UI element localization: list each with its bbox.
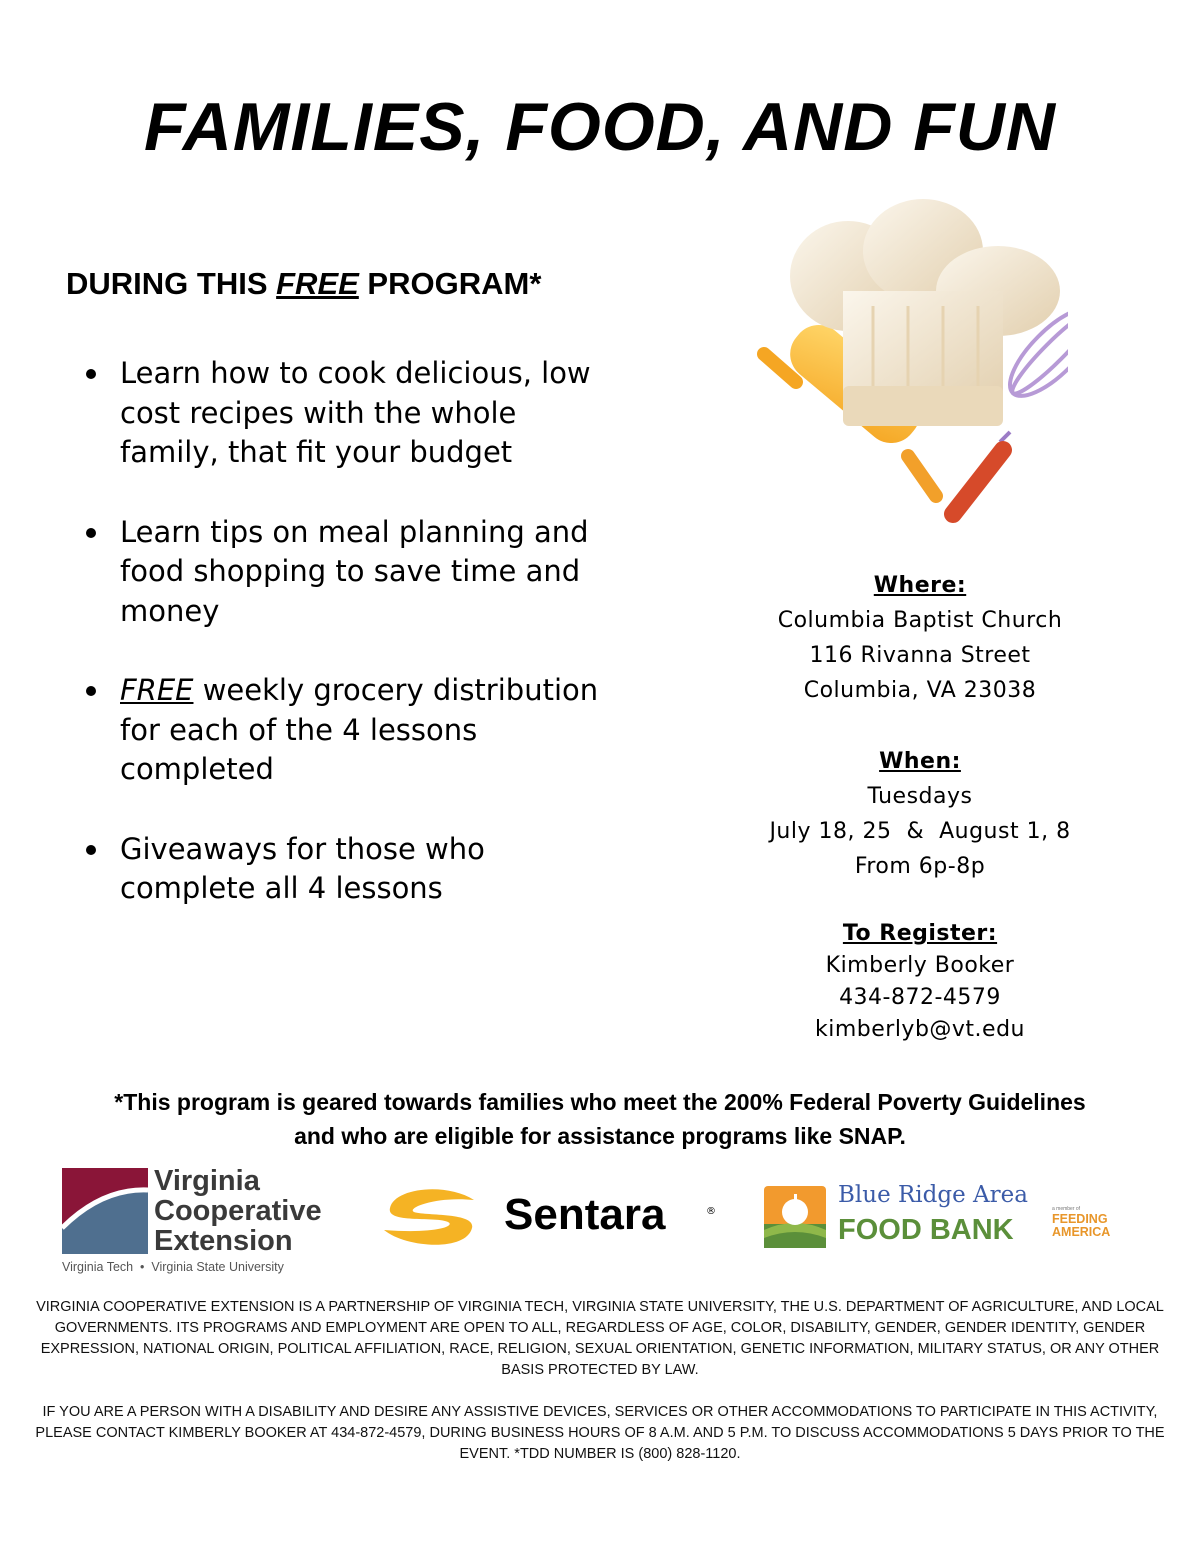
when-label: When: <box>879 749 961 774</box>
note-line-2: and who are eligible for assistance programs like SNAP. <box>294 1123 906 1149</box>
register-label: To Register: <box>842 921 998 946</box>
bullet-icon <box>86 528 96 538</box>
where-section <box>720 568 1120 708</box>
vce-mark-icon <box>62 1168 148 1254</box>
register-phone: 434-872-4579 <box>839 985 1001 1010</box>
program-subheading <box>66 266 541 302</box>
bullet-text: Giveaways for those who complete all 4 lessons <box>120 831 485 905</box>
sentara-registered: ® <box>706 1206 716 1217</box>
list-item <box>86 830 606 909</box>
feeding-america-badge <box>1052 1206 1110 1239</box>
foodbank-apple-icon <box>764 1186 826 1248</box>
where-street: 116 Rivanna Street <box>809 643 1031 668</box>
vce-line-3: Extension <box>154 1225 293 1257</box>
when-section <box>720 744 1120 884</box>
eligibility-note <box>40 1085 1160 1153</box>
vce-logo <box>62 1165 342 1278</box>
bullet-free: FREE <box>120 673 194 707</box>
page-title: FAMILIES, FOOD, AND FUN <box>143 89 1056 165</box>
bullet-icon <box>86 369 96 379</box>
feeding-member: a member of <box>1052 1206 1081 1212</box>
sentara-name: Sentara <box>504 1190 666 1239</box>
register-email: kimberlyb@vt.edu <box>814 1017 1025 1042</box>
nondiscrimination-statement: VIRGINIA COOPERATIVE EXTENSION IS A PARTNERSHIP OF VIRGINIA TECH, VIRGINIA STATE UNIVERSITY, THE U.S. DEPARTMENT OF AGRICULTURE, AND LOCAL GOVERNMENTS. ITS PROGRAMS AND EMPLOYMENT ARE OPEN TO ALL, REGARDLESS OF AGE, COLOR, DISABILITY, GENDER, GENDER IDENTITY, GENDER EXPRESSION, NATIONAL ORIGIN, POLITICAL AFFILIATION, RACE, RELIGION, SEXUAL ORIENTATION, GENETIC INFORMATION, MILITARY STATUS, OR ANY OTHER BASIS PROTECTED BY LAW. <box>36 1299 1164 1378</box>
foodbank-line-2: FOOD BANK <box>838 1214 1014 1246</box>
vce-line-1: Virginia <box>154 1165 260 1197</box>
accommodation-statement: IF YOU ARE A PERSON WITH A DISABILITY AND DESIRE ANY ASSISTIVE DEVICES, SERVICES OR OTHER ACCOMMODATIONS TO PARTICIPATE IN THIS ACTIVITY, PLEASE CONTACT KIMBERLY BOOKER AT 434-872-4579, DURING BUSINESS HOURS OF 8 A.M. AND 5 P.M. TO DISCUSS ACCOMMODATIONS 5 DAYS PRIOR TO THE EVENT. *TDD NUMBER IS (800) 828-1120. <box>35 1404 1165 1462</box>
chef-hat-illustration <box>748 196 1068 526</box>
bullet-icon <box>86 686 96 696</box>
register-section <box>720 918 1120 1046</box>
list-item <box>86 671 606 790</box>
list-item <box>86 354 606 473</box>
benefits-list <box>86 354 606 949</box>
when-dates: July 18, 25 & August 1, 8 <box>769 819 1071 844</box>
bullet-text: Learn tips on meal planning and food shopping to save time and money <box>120 514 589 628</box>
list-item <box>86 513 606 632</box>
vce-subtitle: Virginia Tech • Virginia State University <box>62 1260 284 1274</box>
sentara-s-icon <box>376 1186 486 1250</box>
foodbank-logo <box>764 1184 1134 1254</box>
subhead-prefix: DURING THIS <box>66 266 277 301</box>
register-name: Kimberly Booker <box>825 953 1015 978</box>
vce-line-2: Cooperative <box>154 1195 322 1227</box>
subhead-free: FREE <box>276 266 359 301</box>
where-venue: Columbia Baptist Church <box>777 608 1063 633</box>
bullet-text: Learn how to cook delicious, low cost recipes with the whole family, that fit your budget <box>120 356 591 469</box>
where-label: Where: <box>873 573 967 598</box>
sentara-logo <box>376 1186 726 1256</box>
foodbank-line-1: Blue Ridge Area <box>838 1182 1028 1208</box>
when-day: Tuesdays <box>867 784 973 809</box>
when-time: From 6p-8p <box>854 854 986 879</box>
note-line-1: *This program is geared towards families who meet the 200% Federal Poverty Guidelines <box>114 1089 1086 1115</box>
bullet-text: weekly grocery distribution for each of the 4 lessons completed <box>120 673 599 786</box>
bullet-icon <box>86 845 96 855</box>
feeding-line-1: FEEDING <box>1052 1212 1108 1226</box>
where-city: Columbia, VA 23038 <box>803 678 1037 703</box>
feeding-line-2: AMERICA <box>1052 1225 1111 1239</box>
subhead-suffix: PROGRAM* <box>358 266 542 301</box>
